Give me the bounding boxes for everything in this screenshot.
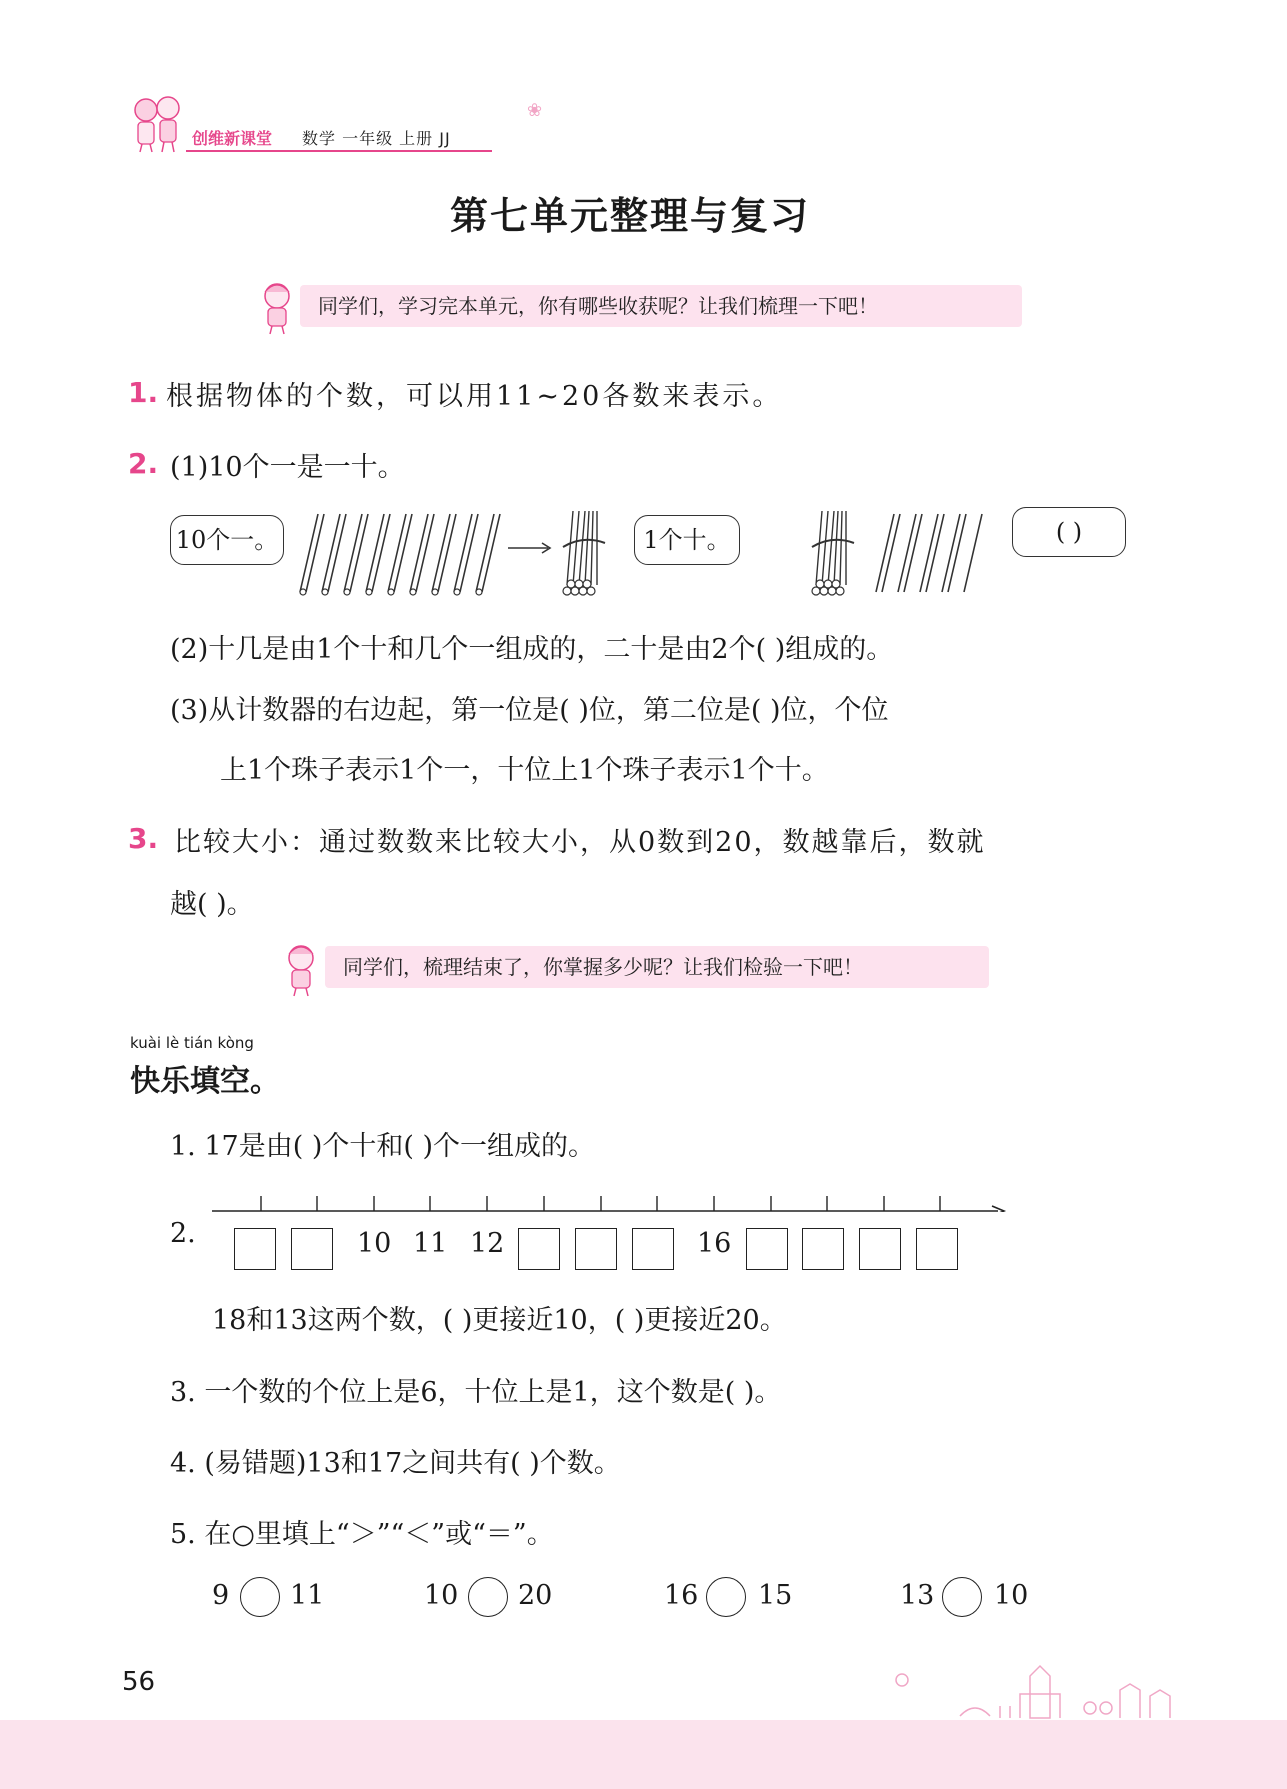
bundle-icon [802, 505, 862, 601]
answer-box[interactable] [518, 1228, 560, 1270]
item-number: 2. [128, 447, 159, 480]
answer-box[interactable] [575, 1228, 617, 1270]
compare-left: 13 [900, 1580, 935, 1611]
item-text: (1)10个一是一十。 [170, 452, 405, 483]
number-line [210, 1190, 1010, 1212]
answer-box[interactable] [234, 1228, 276, 1270]
compare-right: 11 [290, 1580, 325, 1611]
answer-box[interactable] [746, 1228, 788, 1270]
number-label: 16 [697, 1228, 732, 1259]
compare-circle[interactable] [240, 1577, 280, 1617]
header-mascot-icon [128, 92, 188, 154]
bundle-icon [553, 505, 613, 601]
answer-box[interactable] [916, 1228, 958, 1270]
question-text: 4. (易错题)13和17之间共有( )个数。 [170, 1448, 621, 1479]
compare-left: 16 [664, 1580, 699, 1611]
compare-right: 20 [518, 1580, 553, 1611]
sticks-icon [868, 508, 988, 596]
answer-bubble[interactable]: ( ) [1012, 507, 1126, 557]
brand-name: 创维新课堂 [192, 129, 273, 148]
book-info: 数学 一年级 上册 JJ [302, 129, 451, 148]
question-text: 3. 一个数的个位上是6，十位上是1，这个数是( )。 [170, 1377, 782, 1408]
answer-box[interactable] [291, 1228, 333, 1270]
section-title: 快乐填空。 [130, 1064, 280, 1099]
answer-box[interactable] [859, 1228, 901, 1270]
arrow-right-icon [508, 540, 552, 554]
compare-circle[interactable] [706, 1577, 746, 1617]
compare-left: 9 [212, 1580, 230, 1611]
castle-icon [880, 1650, 1180, 1720]
compare-circle[interactable] [942, 1577, 982, 1617]
tip-mascot-icon [280, 942, 322, 998]
tip-banner: 同学们，学习完本单元，你有哪些收获呢？让我们梳理一下吧！ [300, 285, 1022, 327]
item-text: 上1个珠子表示1个一，十位上1个珠子表示1个十。 [220, 755, 829, 786]
item-text: (3)从计数器的右边起，第一位是( )位，第二位是( )位，个位 [170, 695, 889, 726]
tip-mascot-icon [256, 280, 298, 336]
compare-left: 10 [424, 1580, 459, 1611]
speech-bubble: 1个十。 [634, 515, 740, 565]
item-text: 根据物体的个数，可以用11~20各数来表示。 [166, 381, 783, 412]
butterfly-icon: ❀ [527, 100, 543, 121]
item-text: (2)十几是由1个十和几个一组成的，二十是由2个( )组成的。 [170, 634, 894, 665]
question-number: 2. [170, 1218, 196, 1249]
item-text: 越( )。 [170, 889, 254, 920]
question-text: 1. 17是由( )个十和( )个一组成的。 [170, 1131, 595, 1162]
answer-box[interactable] [632, 1228, 674, 1270]
section-pinyin: kuài lè tián kòng [130, 1034, 254, 1052]
compare-right: 15 [758, 1580, 793, 1611]
speech-bubble: 10个一。 [170, 515, 284, 565]
number-label: 10 [357, 1228, 392, 1259]
compare-right: 10 [994, 1580, 1029, 1611]
answer-box[interactable] [802, 1228, 844, 1270]
number-label: 12 [470, 1228, 505, 1259]
header-divider [186, 150, 492, 152]
sticks-icon [292, 508, 504, 596]
page-title: 第七单元整理与复习 [449, 194, 810, 238]
compare-circle[interactable] [468, 1577, 508, 1617]
number-label: 11 [413, 1228, 448, 1259]
question-text: 5. 在○里填上“＞”“＜”或“＝”。 [170, 1519, 554, 1550]
footer-band [0, 1720, 1287, 1789]
item-text: 比较大小：通过数数来比较大小，从0数到20，数越靠后，数就 [174, 827, 986, 858]
tip-banner: 同学们，梳理结束了，你掌握多少呢？让我们检验一下吧！ [325, 946, 989, 988]
question-text: 18和13这两个数，( )更接近10，( )更接近20。 [212, 1305, 787, 1336]
item-number: 3. [128, 822, 159, 855]
page-number: 56 [122, 1667, 156, 1697]
item-number: 1. [128, 376, 159, 409]
